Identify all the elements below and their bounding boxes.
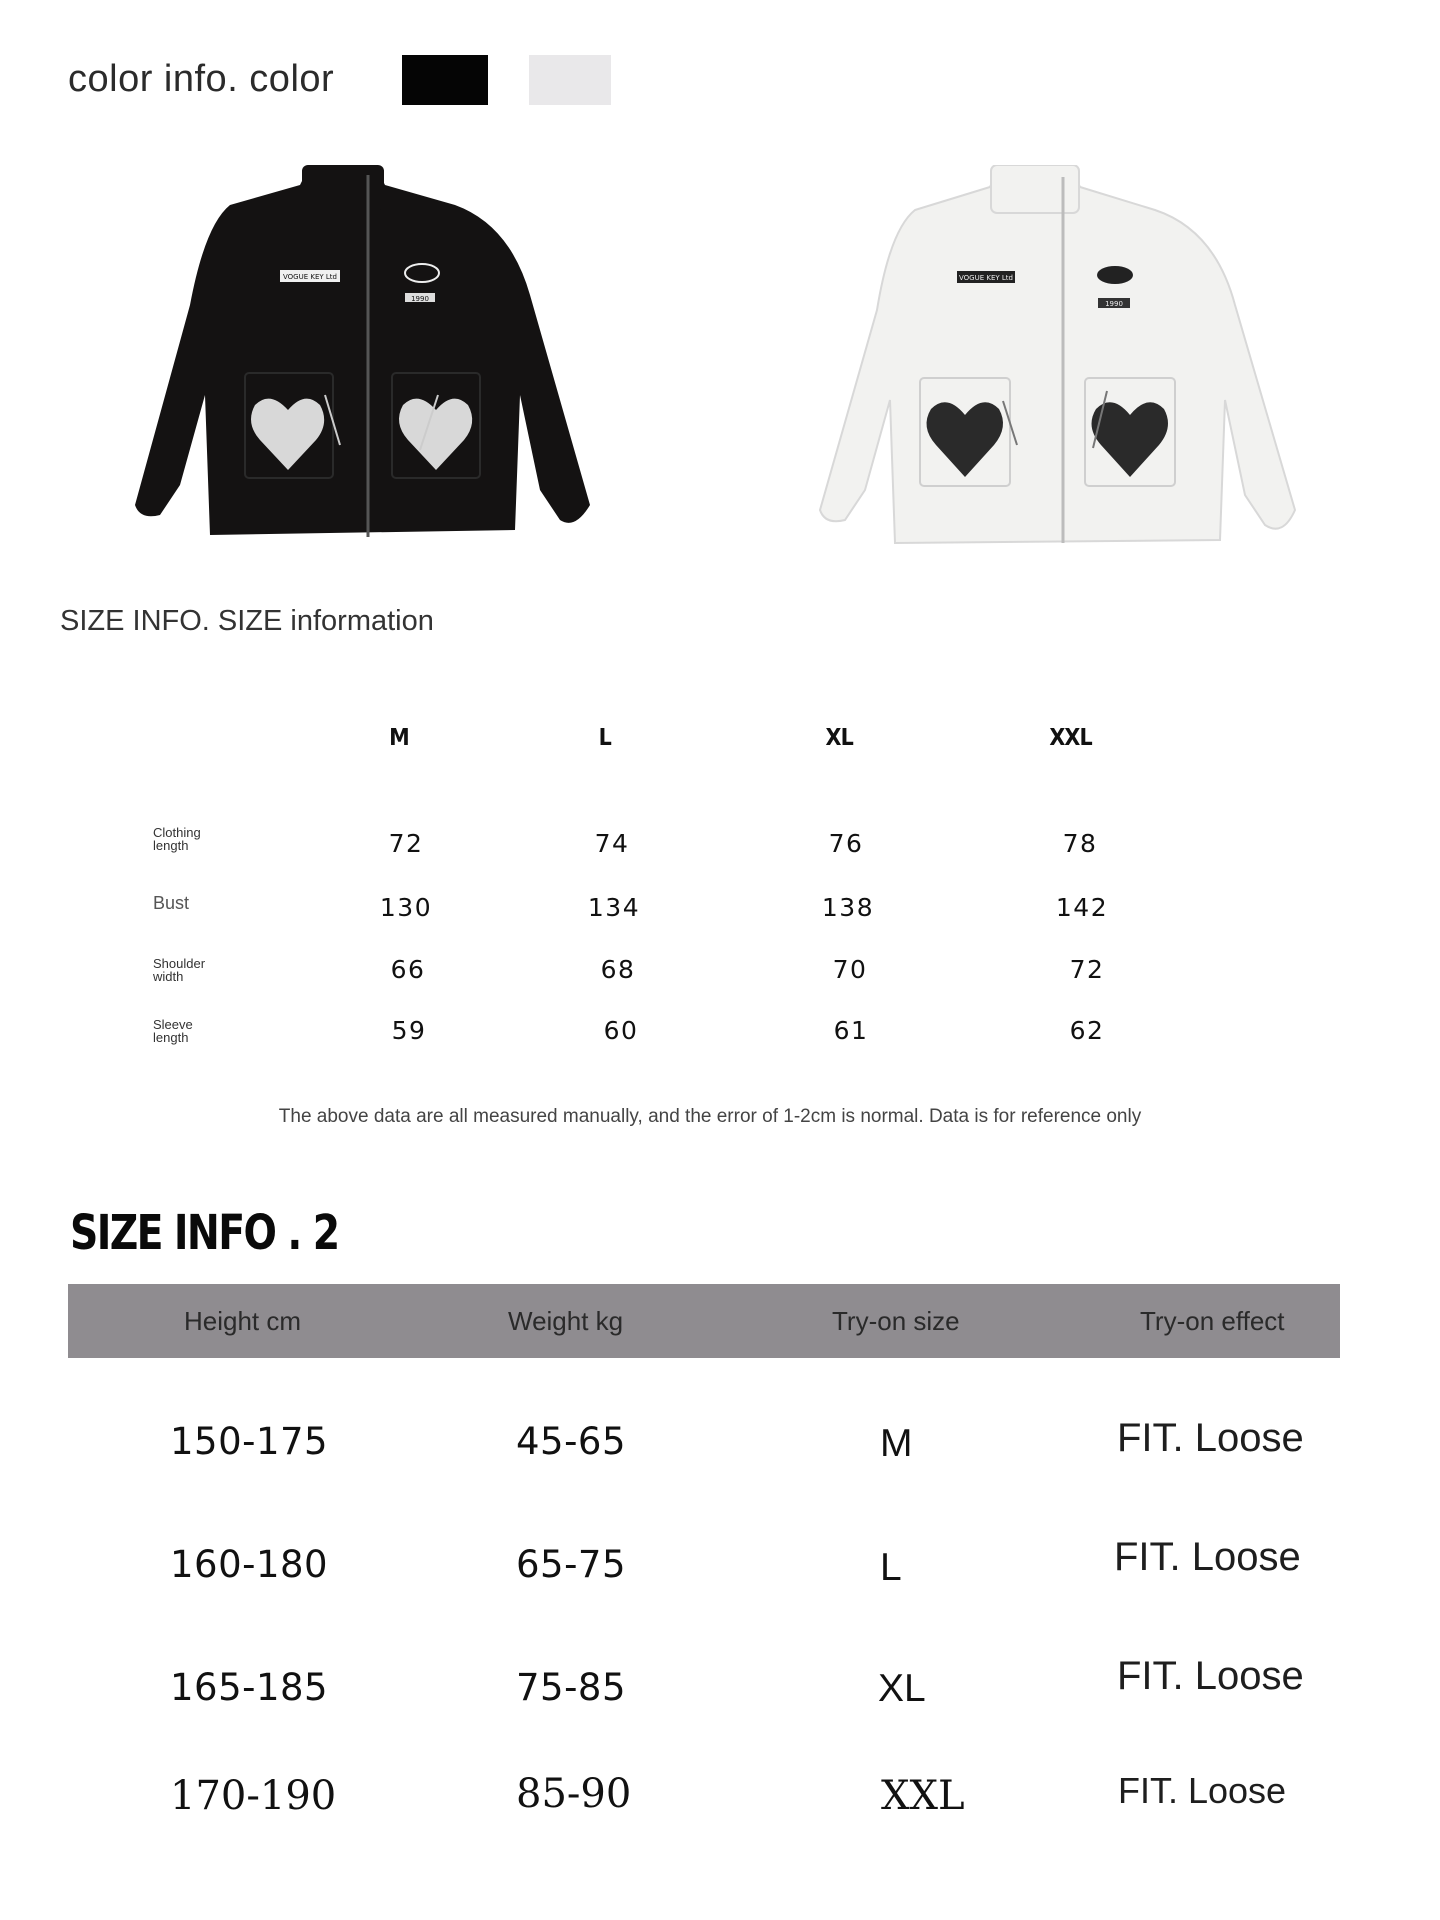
size-info-title: SIZE INFO. SIZE information — [60, 605, 434, 637]
cell-clothing-length-l: 74 — [594, 829, 630, 858]
row4-weight: 85-90 — [516, 1771, 632, 1817]
row2-height: 160-180 — [170, 1543, 329, 1586]
row-label-line1: Bust — [153, 893, 190, 913]
cell-shoulder-l: 68 — [600, 955, 636, 984]
row4-size: XXL — [881, 1773, 965, 1819]
jacket-black-body — [135, 165, 590, 537]
cell-sleeve-xxl: 62 — [1069, 1016, 1105, 1045]
row2-weight: 65-75 — [516, 1543, 627, 1586]
measurement-note: The above data are all measured manually, and the error of 1-2cm is normal. Data is for reference only — [278, 1106, 1142, 1127]
row-label-sleeve-length — [153, 1018, 233, 1044]
row3-height: 165-185 — [170, 1666, 329, 1709]
cell-clothing-length-xl: 76 — [828, 829, 864, 858]
row-label-clothing-length — [153, 826, 233, 852]
cell-sleeve-xl: 61 — [833, 1016, 869, 1045]
badge-text: VOGUE KEY Ltd — [959, 274, 1013, 282]
row2-size: L — [880, 1546, 902, 1589]
patch-text: 1990 — [411, 295, 429, 303]
patch-text: 1990 — [1105, 300, 1123, 308]
row1-size: M — [880, 1422, 913, 1465]
cell-sleeve-m: 59 — [391, 1016, 427, 1045]
size-header-xxl: XXL — [1049, 725, 1092, 751]
cell-shoulder-xl: 70 — [832, 955, 868, 984]
color-swatch-white[interactable] — [529, 55, 611, 105]
header-try-on-effect: Try-on effect — [1140, 1306, 1285, 1336]
color-info-title: color info. color — [68, 58, 335, 100]
row3-weight: 75-85 — [516, 1666, 627, 1709]
row2-effect: FIT. Loose — [1114, 1535, 1301, 1579]
size-header-m: M — [389, 725, 409, 751]
cell-sleeve-l: 60 — [603, 1016, 639, 1045]
cell-bust-xxl: 142 — [1055, 893, 1109, 922]
size-info-2-title: SIZE INFO . 2 — [70, 1205, 339, 1261]
color-swatch-black[interactable] — [402, 55, 488, 105]
row1-height: 150-175 — [170, 1420, 329, 1463]
row1-weight: 45-65 — [516, 1420, 627, 1463]
row3-size: XL — [878, 1667, 926, 1710]
row-label-shoulder-width — [153, 957, 233, 983]
row-label-line2: length — [153, 838, 189, 853]
cell-bust-xl: 138 — [821, 893, 875, 922]
row3-effect: FIT. Loose — [1117, 1654, 1304, 1698]
cell-clothing-length-xxl: 78 — [1062, 829, 1098, 858]
row-label-bust — [153, 893, 233, 913]
product-image-black-jacket — [120, 165, 610, 560]
row-label-line2: width — [153, 969, 184, 984]
row4-height: 170-190 — [170, 1773, 337, 1819]
header-weight: Weight kg — [508, 1306, 624, 1336]
badge-text: VOGUE KEY Ltd — [283, 273, 337, 281]
cell-bust-m: 130 — [379, 893, 433, 922]
header-height: Height cm — [184, 1306, 302, 1336]
size-header-l: L — [598, 725, 611, 751]
row1-effect: FIT. Loose — [1117, 1416, 1304, 1460]
row-label-line1: Clothing — [153, 825, 201, 840]
cell-clothing-length-m: 72 — [388, 829, 424, 858]
cell-shoulder-m: 66 — [390, 955, 426, 984]
row-label-line2: length — [153, 1030, 189, 1045]
jacket-white-body — [820, 165, 1295, 543]
cell-shoulder-xxl: 72 — [1069, 955, 1105, 984]
row-label-line1: Sleeve — [153, 1017, 193, 1032]
size-header-xl: XL — [825, 725, 853, 751]
cell-bust-l: 134 — [587, 893, 641, 922]
row-label-line1: Shoulder — [153, 956, 206, 971]
row4-effect: FIT. Loose — [1118, 1770, 1287, 1811]
product-image-white-jacket — [795, 165, 1315, 565]
header-try-on-size: Try-on size — [832, 1306, 960, 1336]
